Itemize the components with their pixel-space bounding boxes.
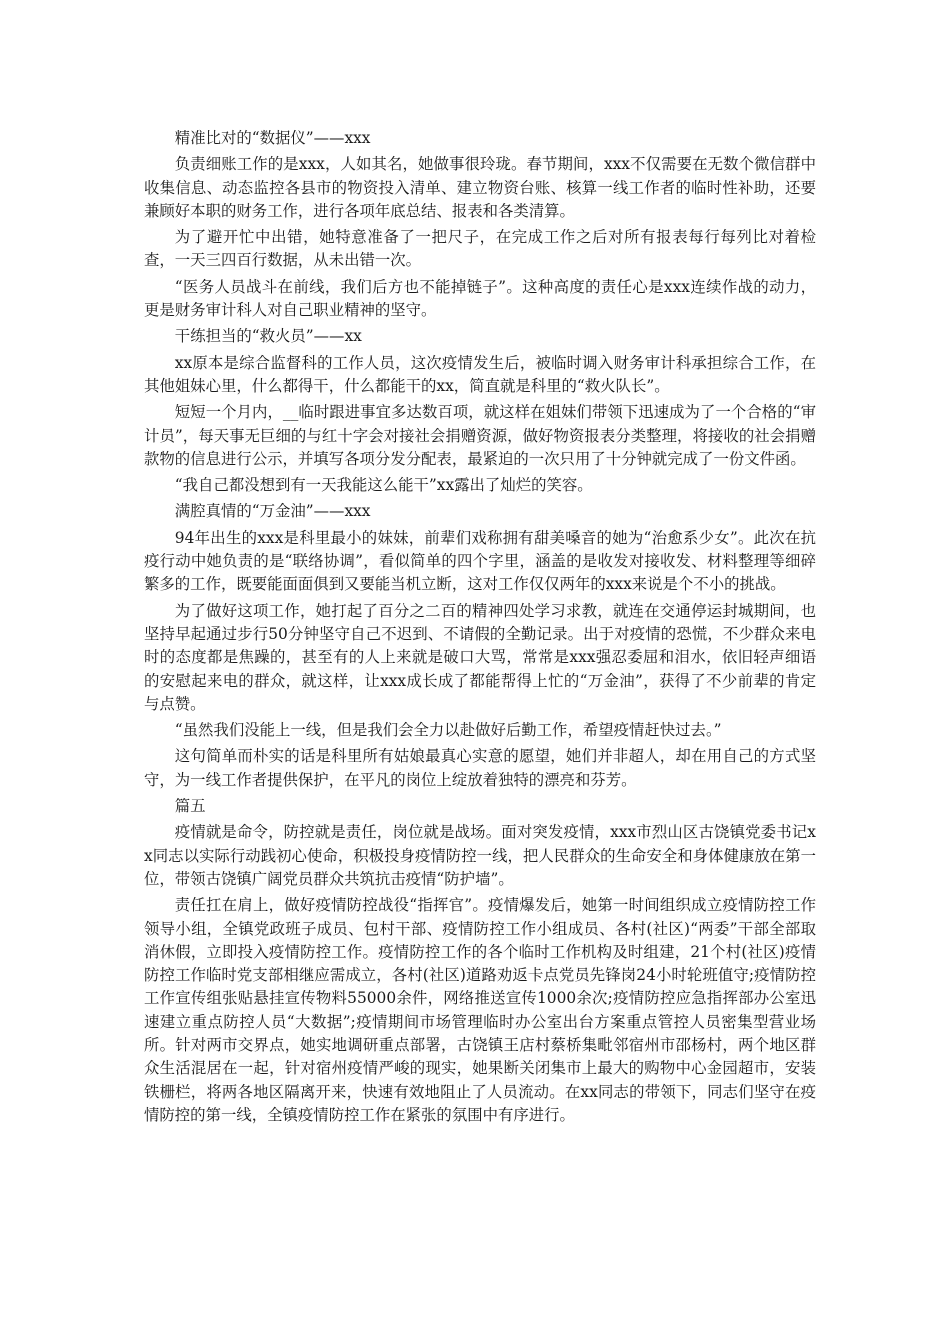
paragraph-commander: 责任扛在肩上，做好疫情防控战役“指挥官”。疫情爆发后，她第一时间组织成立疫情防控工作领导小组，全镇党政班子成员、包村干部、疫情防控工作小组成员、各村(社区)“两委”干部全部取消休假，立即投入疫情防控工作。疫情防控工作的各个临时工作机构及时组建，21个村(社区)疫情防控工作临时党支部相继应需成立，各村(社区)道路劝返卡点党员先锋岗24小时轮班值守;疫情防控工作宣传组张贴悬挂宣传物料55000余件，网络推送宣传1000余次;疫情防控应急指挥部办公室迅速建立重点防控人员“大数据”;疫情期间市场管理临时办公室出台方案重点管控人员密集型营业场所。针对两市交界点，她实地调研重点部署，古饶镇王店村蔡桥集毗邻宿州市邵杨村，两个地区群众生活混居在一起，针对宿州疫情严峻的现实，她果断关闭集市上最大的购物中心金园超市，安装铁栅栏，将两各地区隔离开来，快速有效地阻止了人员流动。在xx同志的带领下，同志们坚守在疫情防控的第一线，全镇疫情防控工作在紧张的氛围中有序进行。 (144, 896, 816, 1124)
paragraph-smile-quote: “我自己都没想到有一天我能这么能干”xx露出了灿烂的笑容。 (174, 476, 593, 495)
paragraph-wish: 这句简单而朴实的话是科里所有姑娘最真心实意的愿望，她们并非超人，却在用自己的方式坚守，为一线工作者提供保护，在平凡的岗位上绽放着独特的漂亮和芬芳。 (144, 747, 816, 789)
paragraph-logistics-quote: “虽然我们没能上一线，但是我们会全力以赴做好后勤工作，希望疫情赶快过去。” (174, 721, 722, 740)
paragraph-medical-frontline-quote: “医务人员战斗在前线，我们后方也不能掉链子”。这种高度的责任心是xxx连续作战的动力，更是财务审计科人对自己职业精神的坚守。 (144, 277, 816, 320)
paragraph-supervision: xx原本是综合监督科的工作人员，这次疫情发生后，被临时调入财务审计科承担综合工作，在其他姐妹心里，什么都得干，什么都能干的xx，简直就是科里的“救火队长”。 (144, 353, 816, 395)
paragraph-epidemic-command: 疫情就是命令，防控就是责任，岗位就是战场。面对突发疫情，xxx市烈山区古饶镇党委书记xx同志以实际行动践初心使命，积极投身疫情防控一线，把人民群众的生命安全和身体健康放在第一位，带领古饶镇广阔党员群众共筑抗击疫情“防护墙”。 (144, 823, 816, 888)
document-page (144, 127, 816, 1130)
paragraph-attendance: 为了做好这项工作，她打起了百分之二百的精神四处学习求教，就连在交通停运封城期间，也坚持早起通过步行50分钟坚守自己不迟到、不请假的全勤记录。出于对疫情的恐慌，不少群众来电时的态度都是焦躁的，甚至有的人上来就是破口大骂，常常是xxx强忍委屈和泪水，依旧轻声细语的安慰起来电的群众，就这样，让xxx成长成了都能帮得上忙的“万金油”，获得了不少前辈的肯定与点赞。 (144, 601, 816, 713)
paragraph-youngest-sister: 94年出生的xxx是科里最小的妹妹，前辈们戏称拥有甜美嗓音的她为“治愈系少女”。此次在抗疫行动中她负责的是“联络协调”，看似简单的四个字里，涵盖的是收发对接收发、材料整理等细碎繁多的工作，既要能面面俱到又要能当机立断，这对工作仅仅两年的xxx来说是个不小的挑战。 (144, 528, 816, 594)
paragraph-auditor: 短短一个月内，__临时跟进事宜多达数百项，就这样在姐妹们带领下迅速成为了一个合格的“审计员”，每天事无巨细的与红十字会对接社会捐赠资源，做好物资报表分类整理，将接收的社会捐赠款物的信息进行公示，并填写各项分发分配表，最紧迫的一次只用了十分钟就完成了一份文件函。 (144, 403, 816, 468)
section-heading-part-five: 篇五 (174, 797, 206, 816)
section-heading-firefighter: 干练担当的“救火员”——xx (174, 327, 362, 346)
paragraph-ruler: 为了避开忙中出错，她特意准备了一把尺子，在完成工作之后对所有报表每行每列比对着检查，一天三四百行数据，从未出错一次。 (144, 228, 816, 270)
paragraph-bookkeeping: 负责细账工作的是xxx，人如其名，她做事很玲珑。春节期间，xxx不仅需要在无数个微信群中收集信息、动态监控各县市的物资投入清单、建立物资台账、核算一线工作者的临时性补助，还要兼顾好本职的财务工作，进行各项年底总结、报表和各类清算。 (144, 155, 816, 220)
section-heading-all-rounder: 满腔真情的“万金油”——xxx (174, 502, 371, 521)
section-heading-data-checker: 精准比对的“数据仪”——xxx (174, 129, 371, 147)
